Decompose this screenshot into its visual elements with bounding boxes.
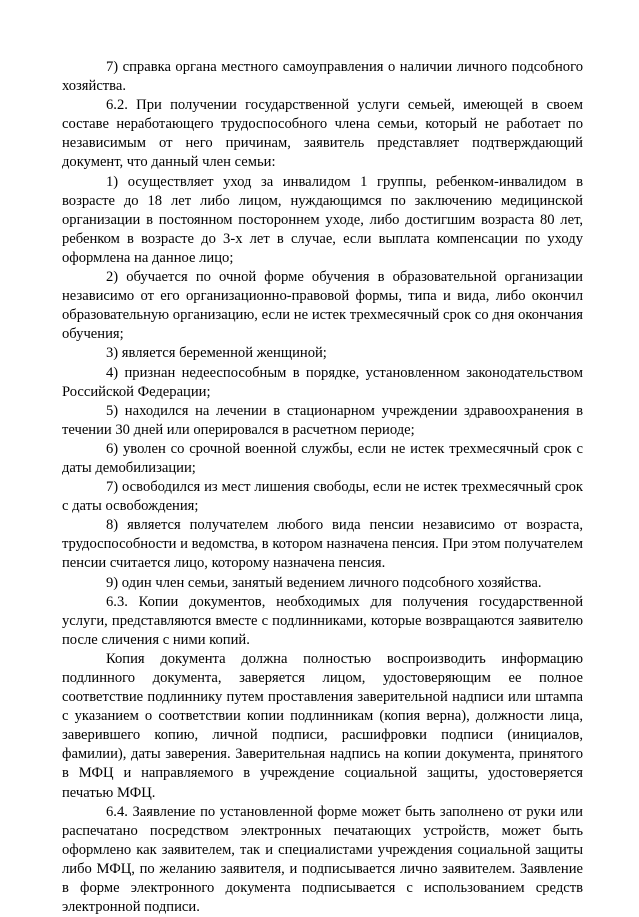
document-page xyxy=(62,58,583,917)
list-item-9: 9) один член семьи, занятый ведением личного подсобного хозяйства. xyxy=(106,574,542,591)
paragraph-6-4: 6.4. Заявление по установленной форме может быть заполнено от руки или распечатано посредством электронных печатающих устройств, может быть оформлено как заявителем, так и специалистами учреждения социальной защиты либо МФЦ, по желанию заявителя, и подписывается лично заявителем. Заявление в форме электронного документа подписывается с использованием средств электронной подписи. xyxy=(62,803,583,916)
list-item-1: 1) осуществляет уход за инвалидом 1 группы, ребенком-инвалидом в возрасте до 18 лет либо лицом, нуждающимся по заключению медицинской организации в постоянном постороннем уходе, либо достигшим возраста 80 лет, ребенком в возрасте до 3-х лет в случае, если выплата компенсации по уходу оформлена на данное лицо; xyxy=(62,173,583,266)
list-item-8: 8) является получателем любого вида пенсии независимо от возраста, трудоспособности и ведомства, в котором назначена пенсия. При этом получателем пенсии считается лицо, которому назначена пенсия. xyxy=(62,517,583,572)
list-item-2: 2) обучается по очной форме обучения в образовательной организации независимо от его организационно-правовой формы, типа и вида, либо окончил образовательную организацию, если не истек трехмесячный срок со дня окончания обучения; xyxy=(62,269,583,343)
paragraph-6-2: 6.2. При получении государственной услуги семьей, имеющей в своем составе неработающего трудоспособного члена семьи, который не работает по независимым от него причинам, заявитель представляет подтверждающий документ, что данный член семьи: xyxy=(62,97,583,171)
list-item-6: 6) уволен со срочной военной службы, если не истек трехмесячный срок с даты демобилизации; xyxy=(62,440,583,476)
paragraph-6-3: 6.3. Копии документов, необходимых для получения государственной услуги, представляются вместе с подлинниками, которые возвращаются заявителю после сличения с ними копий. xyxy=(62,593,583,648)
list-item-4: 4) признан недееспособным в порядке, установленном законодательством Российской Федерации; xyxy=(62,364,583,400)
paragraph-item-7-certificate: 7) справка органа местного самоуправления о наличии личного подсобного хозяйства. xyxy=(62,59,583,95)
list-item-3: 3) является беременной женщиной; xyxy=(106,345,327,362)
list-item-5: 5) находился на лечении в стационарном учреждении здравоохранения в течении 30 дней или оперировался в расчетном периоде; xyxy=(62,402,583,438)
paragraph-copy-requirements: Копия документа должна полностью воспроизводить информацию подлинного документа, заверяется лицом, удостоверяющим ее полное соответствие подлиннику путем проставления заверительной надписи или штампа с указанием о соответствии копии подлинникам (копия верна), должности лица, заверившего копию, личной подписи, расшифровки подписи (инициалов, фамилии), даты заверения. Заверительная надпись на копии документа, принятого в МФЦ и направляемого в учреждение социальной защиты, удостоверяется печатью МФЦ. xyxy=(62,650,583,801)
list-item-7: 7) освободился из мест лишения свободы, если не истек трехмесячный срок с даты освобождения; xyxy=(62,479,583,515)
